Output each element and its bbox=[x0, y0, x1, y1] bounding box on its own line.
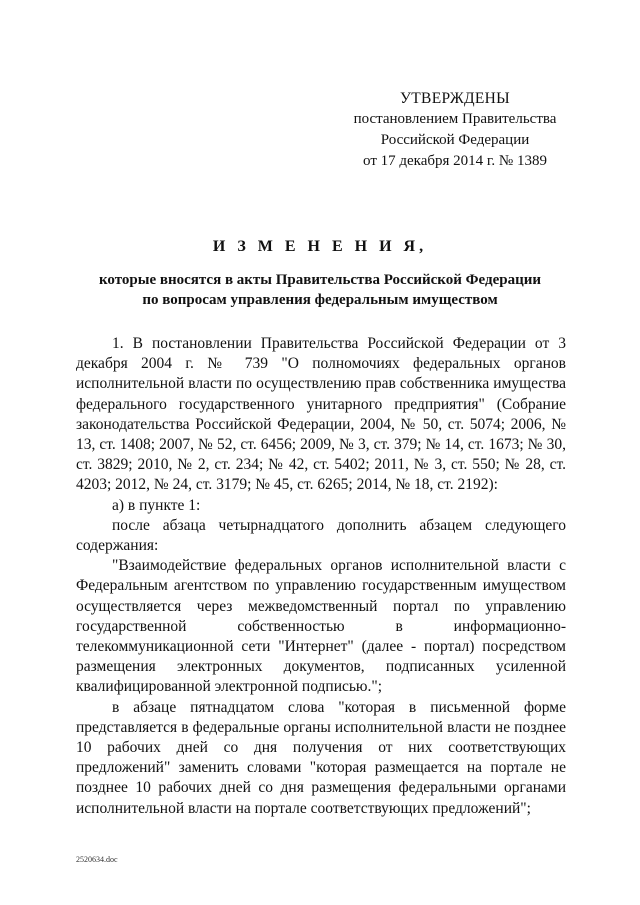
approved-label: УТВЕРЖДЕНЫ bbox=[400, 90, 510, 107]
document-body bbox=[76, 334, 566, 819]
paragraph-5: в абзаце пятнадцатом слова "которая в письменной форме представляется в федеральные органы исполнительной власти не позднее 10 рабочих дней со дня получения от них соответствующих предложений" заменить словами "которая размещается на портале не позднее 10 рабочих дней со дня размещения федеральными органами исполнительной власти на портале соответствующих предложений"; bbox=[76, 698, 566, 817]
approval-line-2: Российской Федерации bbox=[380, 132, 530, 148]
subtitle-line-1: которые вносятся в акты Правительства Российской Федерации bbox=[98, 272, 542, 288]
approval-stamp bbox=[330, 88, 580, 172]
paragraph-3: после абзаца четырнадцатого дополнить абзацем следующего содержания: bbox=[76, 516, 566, 555]
paragraph-2: а) в пункте 1: bbox=[112, 496, 201, 514]
file-name: 2520634.doc bbox=[76, 855, 118, 864]
document-title: И З М Е Н Е Н И Я, bbox=[212, 238, 428, 255]
approval-line-1: постановлением Правительства bbox=[353, 111, 557, 127]
document-subtitle bbox=[60, 270, 580, 310]
paragraph-1: 1. В постановлении Правительства Российской Федерации от 3 декабря 2004 г. № 739 "О полномочиях федеральных органов исполнительной власти по осуществлению прав собственника имущества федерального государственного унитарного предприятия" (Собрание законодательства Российской Федерации, 2004, № 50, ст. 5074; 2006, № 13, ст. 1408; 2007, № 52, ст. 6456; 2009, № 3, ст. 379; № 14, ст. 1673; № 30, ст. 3829; 2010, № 2, ст. 234; № 42, ст. 5402; 2011, № 3, ст. 550; № 28, ст. 4203; 2012, № 24, ст. 3179; № 45, ст. 6265; 2014, № 18, ст. 2192): bbox=[76, 335, 566, 494]
document-heading bbox=[60, 236, 580, 310]
approval-line-3: от 17 декабря 2014 г. № 1389 bbox=[363, 153, 547, 169]
subtitle-line-2: по вопросам управления федеральным имуществом bbox=[142, 292, 498, 308]
paragraph-4: "Взаимодействие федеральных органов исполнительной власти с Федеральным агентством по управлению государственным имуществом осуществляется через межведомственный портал по управлению государственной собственностью в информационно-телекоммуникационной сети "Интернет" (далее - портал) посредством размещения электронных документов, подписанных усиленной квалифицированной электронной подписью."; bbox=[76, 557, 566, 696]
